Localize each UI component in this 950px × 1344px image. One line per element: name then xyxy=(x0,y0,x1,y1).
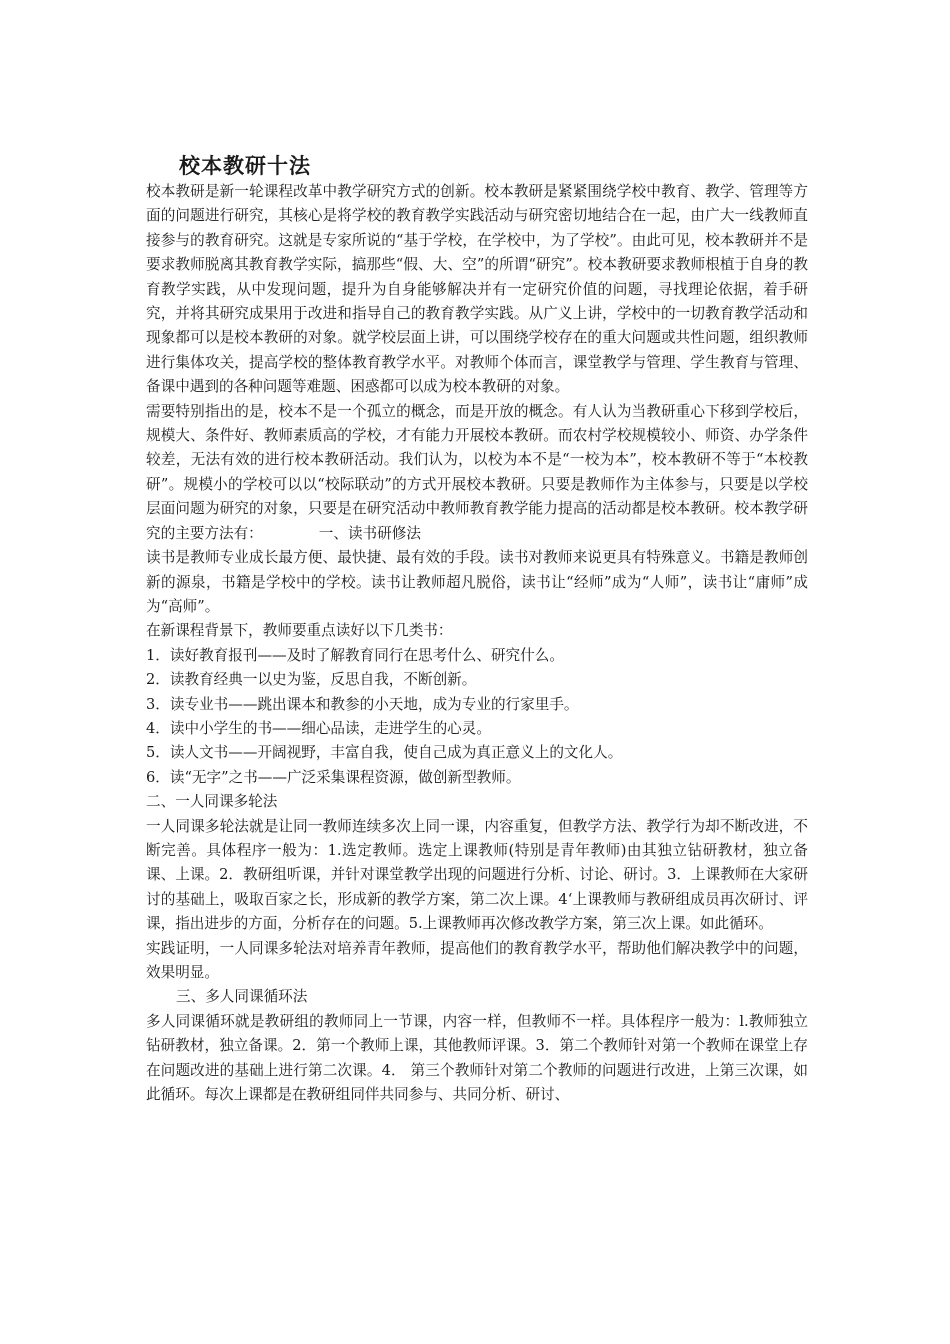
section-1-lead: 在新课程背景下，教师要重点读好以下几类书： xyxy=(146,622,453,640)
reading-list-item: 6．读“无字”之书——广泛采集课程资源，做创新型教师。 xyxy=(146,768,521,786)
section-1-body: 读书是教师专业成长最方便、最快捷、最有效的手段。读书对教师来说更具有特殊意义。书籍是教师创新的源泉，书籍是学校中的学校。读书让教师超凡脱俗，读书让“经师”成为“人师”，读书让“庸师”成为“高师”。 xyxy=(146,549,808,615)
section-2-conclusion: 实践证明，一人同课多轮法对培养青年教师，提高他们的教育教学水平，帮助他们解决教学中的问题，效果明显。 xyxy=(146,939,808,981)
reading-list-item: 5．读人文书——开阔视野，丰富自我，使自己成为真正意义上的文化人。 xyxy=(146,744,623,762)
section-3-body: 多人同课循环就是教研组的教师同上一节课，内容一样，但教师不一样。具体程序一般为：l.教师独立钻研教材，独立备课。2．第一个教师上课，其他教师评课。3．第二个教师针对第一个教师在课堂上存在问题改进的基础上进行第二次课。4． 第三个教师针对第二个教师的问题进行改进，上第三次课，如此循环。每次上课都是在教研组同伴共同参与、共同分析、研讨、 xyxy=(146,1012,808,1104)
reading-list-item: 3．读专业书——跳出课本和教参的小天地，成为专业的行家里手。 xyxy=(146,695,579,713)
intro-paragraph-1: 校本教研是新一轮课程改革中教学研究方式的创新。校本教研是紧紧围绕学校中教育、教学、管理等方面的问题进行研究，其核心是将学校的教育教学实践活动与研究密切地结合在一起，由广大一线教师直接参与的教育研究。这就是专家所说的“基于学校，在学校中，为了学校”。由此可见，校本教研并不是要求教师脱离其教育教学实际，搞那些“假、大、空”的所谓“研究”。校本教研要求教师根植于自身的教育教学实践，从中发现问题，提升为自身能够解决并有一定研究价值的问题，寻找理论依据，着手研究，并将其研究成果用于改进和指导自己的教育教学实践。从广义上讲，学校中的一切教育教学活动和现象都可以是校本教研的对象。就学校层面上讲，可以围绕学校存在的重大问题或共性问题，组织教师进行集体攻关，提高学校的整体教育教学水平。对教师个体而言，课堂教学与管理、学生教育与管理、备课中遇到的各种问题等难题、困惑都可以成为校本教研的对象。 xyxy=(146,183,808,396)
section-2-body: 一人同课多轮法就是让同一教师连续多次上同一课，内容重复，但教学方法、教学行为却不断改进，不断完善。具体程序一般为：1.选定教师。选定上课教师(特别是青年教师)由其独立钻研教材，独立备课、上课。2．教研组听课，并针对课堂教学出现的问题进行分析、讨论、研讨。3．上课教师在大家研讨的基础上，吸取百家之长，形成新的教学方案，第二次上课。4‘上课教师与教研组成员再次研讨、评课，指出进步的方面，分析存在的问题。5.上课教师再次修改教学方案，第三次上课。如此循环。 xyxy=(146,817,808,933)
section-3-heading: 三、多人同课循环法 xyxy=(176,988,308,1006)
intro-paragraph-2 xyxy=(146,400,808,546)
document-page xyxy=(146,152,808,1107)
reading-list-item: 4．读中小学生的书——细心品读，走进学生的心灵。 xyxy=(146,719,491,737)
intro-paragraph-2-text: 需要特别指出的是，校本不是一个孤立的概念，而是开放的概念。有人认为当教研重心下移到学校后，规模大、条件好、教师素质高的学校，才有能力开展校本教研。而农村学校规模较小、师资、办学条件较差，无法有效的进行校本教研活动。我们认为，以校为本不是“一校为本”，校本教研不等于“本校教研”。规模小的学校可以以“校际联动”的方式开展校本教研。只要是教师作为主体参与，只要是以学校层面问题为研究的对象，只要是在研究活动中教师教育教学能力提高的活动都是校本教研。校本教学研究的主要方法有： xyxy=(146,402,808,542)
document-title: 校本教研十法 xyxy=(179,154,311,178)
reading-list-item: 1．读好教育报刊——及时了解教育同行在思考什么、研究什么。 xyxy=(146,646,564,664)
section-2-heading: 二、一人同课多轮法 xyxy=(146,793,278,811)
section-1-heading: 一、读书研修法 xyxy=(318,524,421,542)
reading-list-item: 2．读教育经典一以史为鉴，反思自我，不断创新。 xyxy=(146,671,477,689)
